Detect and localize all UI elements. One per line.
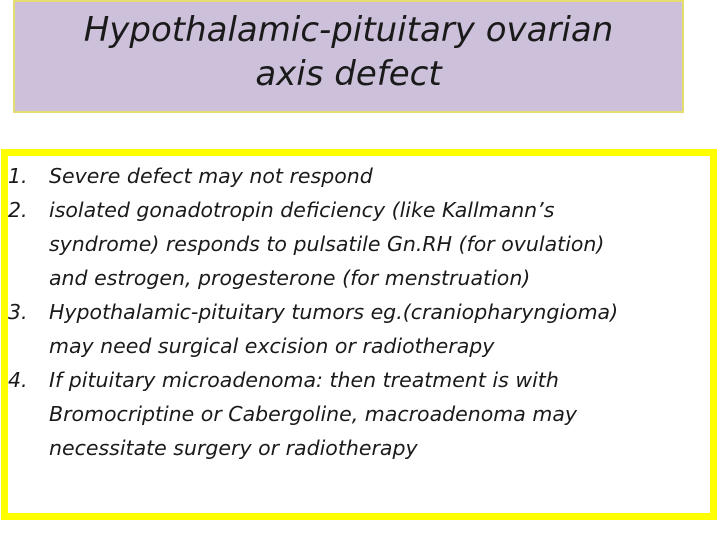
item-line: Severe defect may not respond — [49, 164, 373, 188]
list-number: 1. — [8, 164, 28, 188]
item-line: isolated gonadotropin deficiency (like Kallmann’s — [49, 198, 555, 222]
item-line: Bromocriptine or Cabergoline, macroadenoma may — [49, 402, 578, 426]
list-number: 2. — [8, 198, 28, 222]
page-title — [15, 8, 682, 96]
numbered-list — [8, 159, 618, 465]
list-number: 4. — [8, 368, 28, 392]
title-box — [13, 0, 684, 113]
item-line: and estrogen, progesterone (for menstruation) — [49, 266, 531, 290]
list-item — [8, 363, 618, 465]
item-line: may need surgical excision or radiotherapy — [49, 334, 495, 358]
item-line: necessitate surgery or radiotherapy — [49, 436, 418, 460]
list-number: 3. — [8, 300, 28, 324]
list-item — [8, 193, 618, 295]
title-line-2: axis defect — [255, 54, 442, 94]
list-item — [8, 295, 618, 363]
list-item — [8, 159, 618, 193]
item-line: Hypothalamic-pituitary tumors eg.(craniopharyngioma) — [49, 300, 619, 324]
content-box — [1, 149, 717, 520]
title-line-1: Hypothalamic-pituitary ovarian — [83, 10, 614, 50]
item-line: syndrome) responds to pulsatile Gn.RH (for ovulation) — [49, 232, 605, 256]
item-line: If pituitary microadenoma: then treatment is with — [49, 368, 559, 392]
